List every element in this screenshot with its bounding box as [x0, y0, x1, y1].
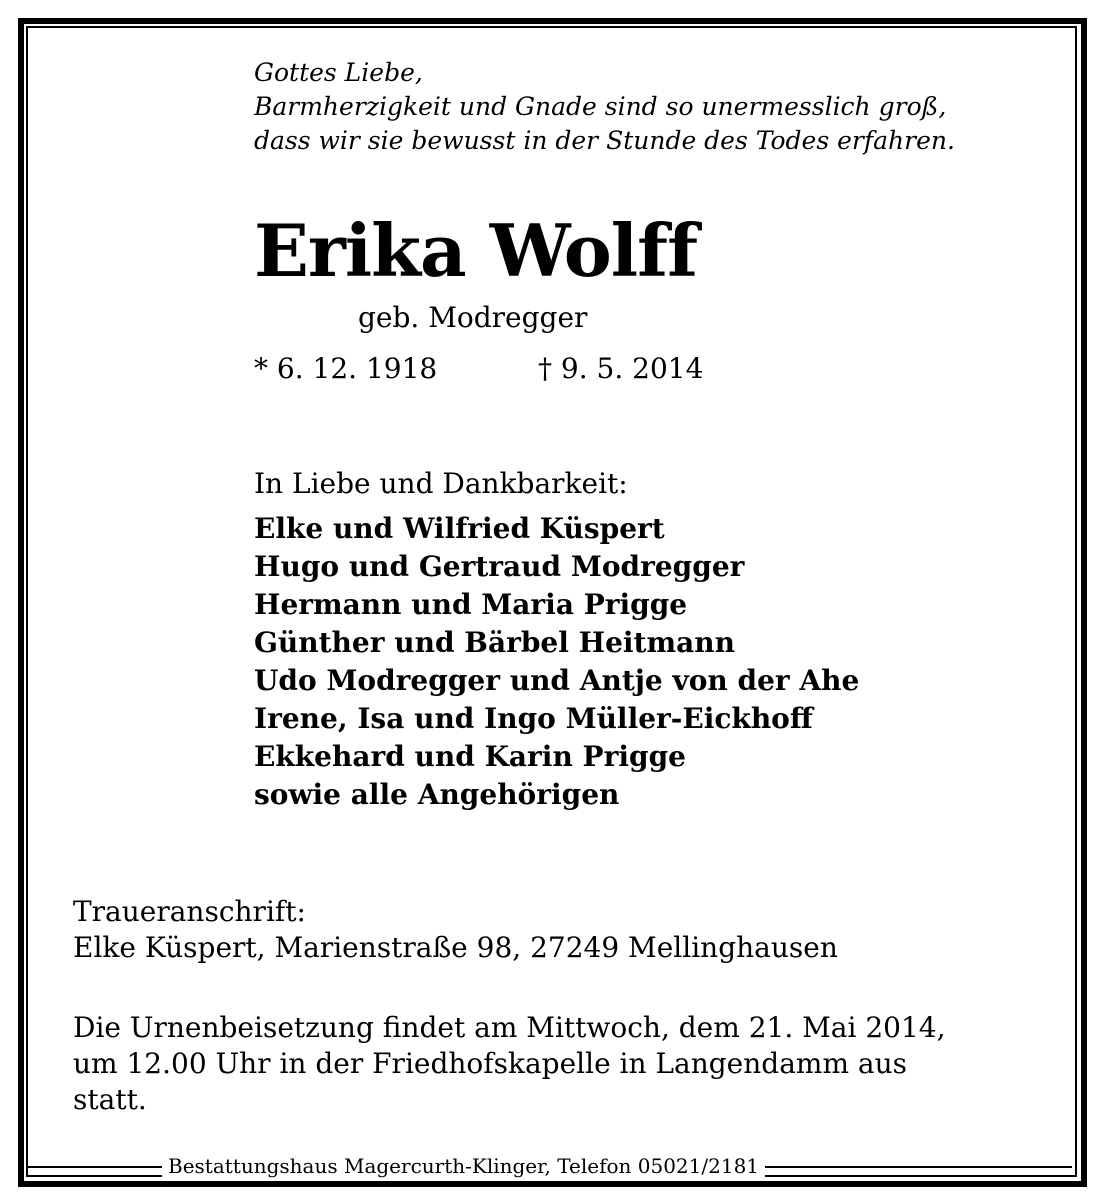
death-date: † 9. 5. 2014 [538, 352, 704, 385]
mourner-entry: Hugo und Gertraud Modregger [254, 550, 745, 583]
birth-date: * 6. 12. 1918 [254, 352, 438, 385]
service-line: um 12.00 Uhr in der Friedhofskapelle in Langendamm aus [73, 1047, 907, 1080]
mourner-entry: Günther und Bärbel Heitmann [254, 626, 735, 659]
service-notice [73, 1010, 1033, 1118]
service-line: statt. [73, 1083, 147, 1116]
motto-quote [254, 56, 955, 158]
mourner-entry: Ekkehard und Karin Prigge [254, 740, 686, 773]
service-line: Die Urnenbeisetzung findet am Mittwoch, dem 21. Mai 2014, [73, 1011, 946, 1044]
maiden-name: geb. Modregger [358, 301, 588, 334]
address-label: Traueranschrift: [73, 895, 306, 928]
mourner-entry: Udo Modregger und Antje von der Ahe [254, 664, 860, 697]
mourners-list [254, 510, 859, 814]
motto-line: dass wir sie bewusst in der Stunde des Todes erfahren. [254, 126, 955, 155]
deceased-name: Erika Wolff [254, 208, 698, 293]
mourner-entry: Elke und Wilfried Küspert [254, 512, 665, 545]
mourner-entry: Hermann und Maria Prigge [254, 588, 688, 621]
mourner-entry: Irene, Isa und Ingo Müller-Eickhoff [254, 702, 813, 735]
mourners-intro: In Liebe und Dankbarkeit: [254, 467, 628, 500]
motto-line: Gottes Liebe, [254, 58, 423, 87]
mourning-address: Elke Küspert, Marienstraße 98, 27249 Mellinghausen [73, 931, 838, 964]
motto-line: Barmherzigkeit und Gnade sind so unermesslich groß, [254, 92, 947, 121]
mourner-entry: sowie alle Angehörigen [254, 778, 620, 811]
funeral-home-footer: Bestattungshaus Magercurth-Klinger, Telefon 05021/2181 [162, 1152, 765, 1180]
